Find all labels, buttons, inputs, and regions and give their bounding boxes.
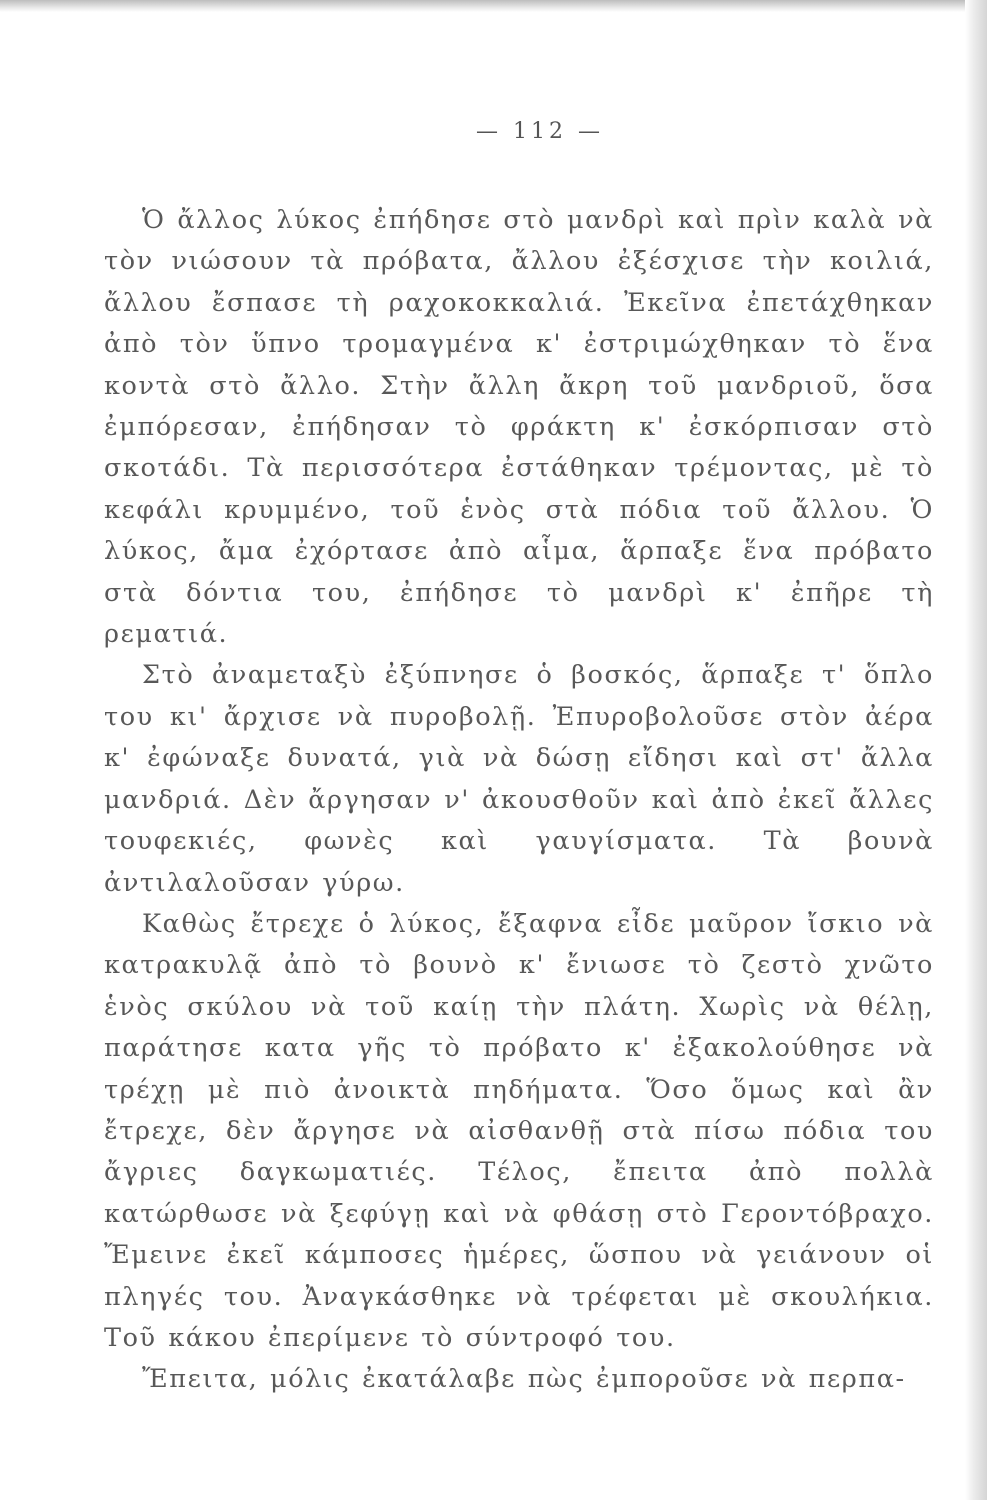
- page-number: — 112 —: [476, 119, 604, 144]
- paragraph-4: Ἔπειτα, μόλις ἐκατάλαβε πὼς ἐμποροῦσε νὰ περπα-: [142, 1364, 906, 1395]
- scan-top-edge: [0, 0, 987, 12]
- book-page: [100, 112, 940, 1452]
- page-body: [100, 200, 934, 1401]
- paragraph-3: Καθὼς ἔτρεχε ὁ λύκος, ἔξαφνα εἶδε μαῦρον ἴσκιο νὰ κατρακυλᾷ ἀπὸ τὸ βουνὸ κ' ἔνιωσε τὸ ζεστὸ χνῶτο ἑνὸς σκύλου νὰ τοῦ καίῃ τὴν πλάτη. Χωρὶς νὰ θέλῃ, παράτησε κατα γῆς τὸ πρόβατο κ' ἐξακολούθησε νὰ τρέχῃ μὲ πιὸ ἀνοικτὰ πηδήματα. Ὅσο ὅμως καὶ ἂν ἔτρεχε, δὲν ἄργησε νὰ αἰσθανθῇ στὰ πίσω πόδια του ἄγριες δαγκωματιές. Τέλος, ἔπειτα ἀπὸ πολλὰ κατώρθωσε νὰ ξεφύγῃ καὶ νὰ φθάσῃ στὸ Γεροντόβραχο. Ἔμεινε ἐκεῖ κάμποσες ἡμέρες, ὥσπου νὰ γειάνουν οἱ πληγές του. Ἀναγκάσθηκε νὰ τρέφεται μὲ σκουλήκια. Τοῦ κάκου ἐπερίμενε τὸ σύντροφό του.: [104, 908, 934, 1353]
- scan-right-edge: [965, 0, 987, 1500]
- paragraph-2: Στὸ ἀναμεταξὺ ἐξύπνησε ὁ βοσκός, ἅρπαξε τ' ὅπλο του κι' ἄρχισε νὰ πυροβολῇ. Ἐπυροβολοῦσε στὸν ἀέρα κ' ἐφώναξε δυνατά, γιὰ νὰ δώσῃ εἴδησι καὶ στ' ἄλλα μανδριά. Δὲν ἄργησαν ν' ἀκουσθοῦν καὶ ἀπὸ ἐκεῖ ἄλλες τουφεκιές, φωνὲς καὶ γαυγίσματα. Τὰ βουνὰ ἀντιλαλοῦσαν γύρω.: [104, 660, 934, 898]
- paragraph-1: Ὁ ἄλλος λύκος ἐπήδησε στὸ μανδρὶ καὶ πρὶν καλὰ νὰ τὸν νιώσουν τὰ πρόβατα, ἄλλου ἐξέσχισε τὴν κοιλιά, ἄλλου ἔσπασε τὴ ραχοκοκκαλιά. Ἐκεῖνα ἐπετάχθηκαν ἀπὸ τὸν ὕπνο τρομαγμένα κ' ἐστριμώχθηκαν τὸ ἕνα κοντὰ στὸ ἄλλο. Στὴν ἄλλη ἄκρη τοῦ μανδριοῦ, ὅσα ἐμπόρεσαν, ἐπήδησαν τὸ φράκτη κ' ἐσκόρπισαν στὸ σκοτάδι. Τὰ περισσότερα ἐστάθηκαν τρέμοντας, μὲ τὸ κεφάλι κρυμμένο, τοῦ ἑνὸς στὰ πόδια τοῦ ἄλλου. Ὁ λύκος, ἄμα ἐχόρτασε ἀπὸ αἷμα, ἅρπαξε ἕνα πρόβατο στὰ δόντια του, ἐπήδησε τὸ μανδρὶ κ' ἐπῆρε τὴ ρεματιά.: [104, 205, 934, 650]
